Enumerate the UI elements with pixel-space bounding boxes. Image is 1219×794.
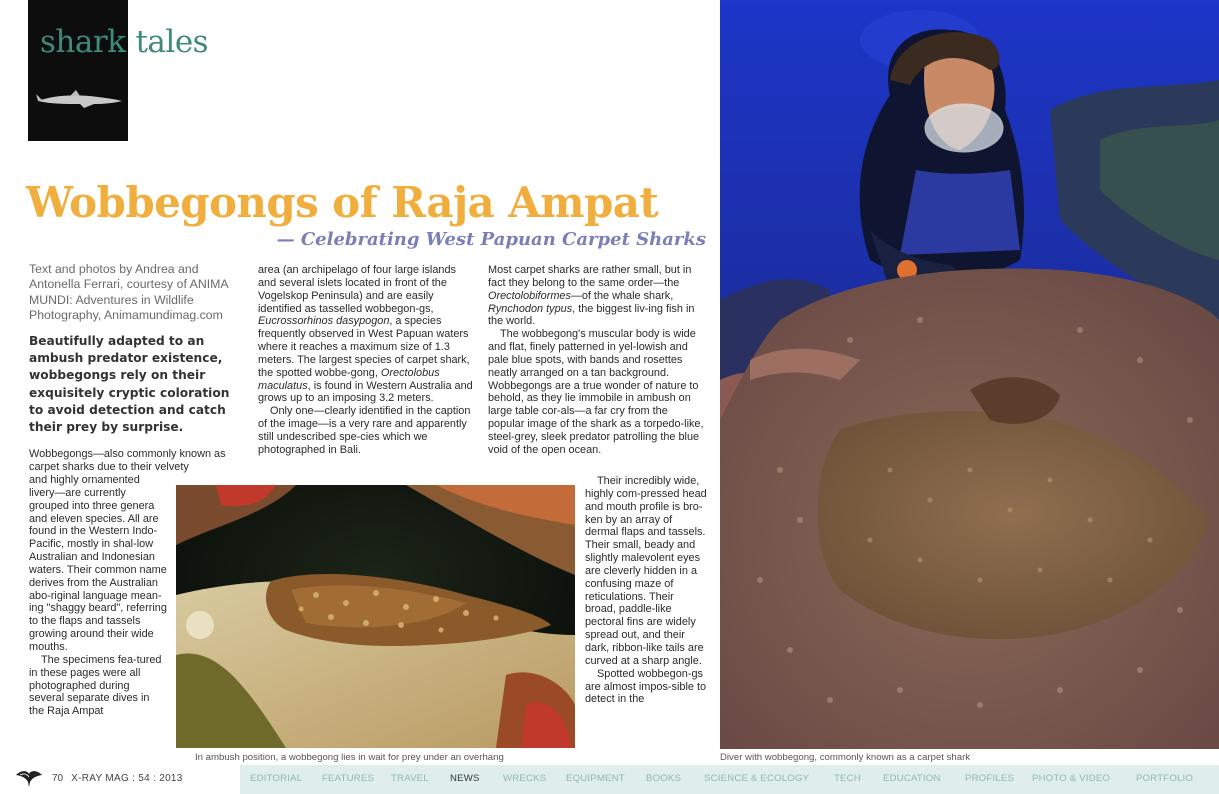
column-1-bottom <box>29 474 167 718</box>
section-tag-box <box>28 0 128 141</box>
article-title: Wobbegongs of Raja Ampat <box>26 178 659 227</box>
manta-ray-logo-icon <box>14 766 44 788</box>
article-subtitle: — Celebrating West Papuan Carpet Sharks <box>276 229 706 250</box>
paragraph: Only one—clearly identified in the caption of the image—is a very rare and apparently still undescribed spe-cies which we photographed in Bali. <box>258 405 471 456</box>
paragraph: The specimens fea-tured in these pages were all photographed during several separate dives in the Raja Ampat <box>29 653 162 718</box>
main-photo-diver-with-wobbegong <box>720 0 1219 749</box>
column-3-top <box>488 264 707 457</box>
nav-item-portfolio[interactable]: PORTFOLIO <box>1136 773 1194 784</box>
nav-item-books[interactable]: BOOKS <box>646 773 682 784</box>
main-photo-caption: Diver with wobbegong, commonly known as a carpet shark <box>720 752 971 763</box>
nav-item-science-ecology[interactable]: SCIENCE & ECOLOGY <box>704 773 810 784</box>
nav-item-equipment[interactable]: EQUIPMENT <box>566 773 625 784</box>
article-deck: Beautifully adapted to an ambush predator existence, wobbegongs rely on their exquisitely cryptic coloration to avoid detection and catch their prey by surprise. <box>29 334 230 435</box>
paragraph: Wobbegongs—also commonly known as carpet sharks due to their velvety <box>29 448 226 473</box>
inset-photo-caption: In ambush position, a wobbegong lies in wait for prey under an overhang <box>195 752 504 763</box>
nav-item-features[interactable]: FEATURES <box>322 773 375 784</box>
nav-item-photo-video[interactable]: PHOTO & VIDEO <box>1032 773 1111 784</box>
column-3-bottom <box>585 475 707 706</box>
paragraph: Most carpet sharks are rather small, but in fact they belong to the same order—the Orectolobiformes—of the whale shark, Rynchodon typus, the biggest liv-ing fish in the world. <box>488 264 695 328</box>
footer-nav <box>240 773 1219 787</box>
nav-item-tech[interactable]: TECH <box>834 773 861 784</box>
section-tag: shark tales <box>40 24 209 60</box>
nav-item-profiles[interactable]: PROFILES <box>965 773 1015 784</box>
column-2 <box>258 264 476 457</box>
nav-item-news[interactable]: NEWS <box>450 773 480 784</box>
nav-item-wrecks[interactable]: WRECKS <box>503 773 547 784</box>
paragraph: and highly ornamented livery—are currently grouped into three genera and eleven species. All are found in the Western Indo-Pacific, mostly in shal-low Australian and Indonesian waters. Their common name derives from the Australian abo-riginal language mean-ing "shaggy beard", referring to the flaps and tassels growing around their wide mouths. <box>29 474 167 653</box>
paragraph: Spotted wobbegon-gs are almost impos-sible to detect in the <box>585 667 707 706</box>
paragraph: The wobbegong's muscular body is wide and flat, finely patterned in yel-lowish and pale blue spots, with bands and rosettes neatly arranged on a tan background. Wobbegongs are a true wonder of nature to behold, as they lie immobile in ambush on large table cor-als—a far cry from the popular image of the shark as a torpedo-like, steel-grey, sleek predator patrolling the blue void of the open ocean. <box>488 328 704 456</box>
nav-item-editorial[interactable]: EDITORIAL <box>250 773 303 784</box>
inset-photo-wobbegong-overhang <box>176 485 575 748</box>
shark-silhouette-icon <box>36 88 124 110</box>
magazine-issue: X-RAY MAG : 54 : 2013 <box>71 773 183 784</box>
column-1-top <box>29 448 241 474</box>
nav-item-education[interactable]: EDUCATION <box>883 773 941 784</box>
page-number: 70 <box>52 773 64 784</box>
nav-item-travel[interactable]: TRAVEL <box>391 773 429 784</box>
paragraph: Their incredibly wide, highly com-pressed head and mouth profile is bro-ken by an array of dermal flaps and tassels. Their small, beady and slightly malevolent eyes are cleverly hidden in a confusing maze of reticulations. Their broad, paddle-like pectoral fins are widely spread out, and their dark, ribbon-like tails are curved at a sharp angle. <box>585 475 707 667</box>
page-info <box>52 773 183 784</box>
paragraph: area (an archipelago of four large islands and several islets located in front of the Vogelskop Peninsula) and are easily identified as tasselled wobbegon-gs, Eucrossorhinos dasypogon, a species frequently observed in West Papuan waters where it reaches a maximum size of 1.3 meters. The largest species of carpet shark, the spotted wobbe-gong, Orectolobus maculatus, is found in Western Australia and grows up to an imposing 3.2 meters. <box>258 264 473 405</box>
byline: Text and photos by Andrea and Antonella Ferrari, courtesy of ANIMA MUNDI: Adventures in Wildlife Photography, Animamundimag.com <box>29 262 228 322</box>
